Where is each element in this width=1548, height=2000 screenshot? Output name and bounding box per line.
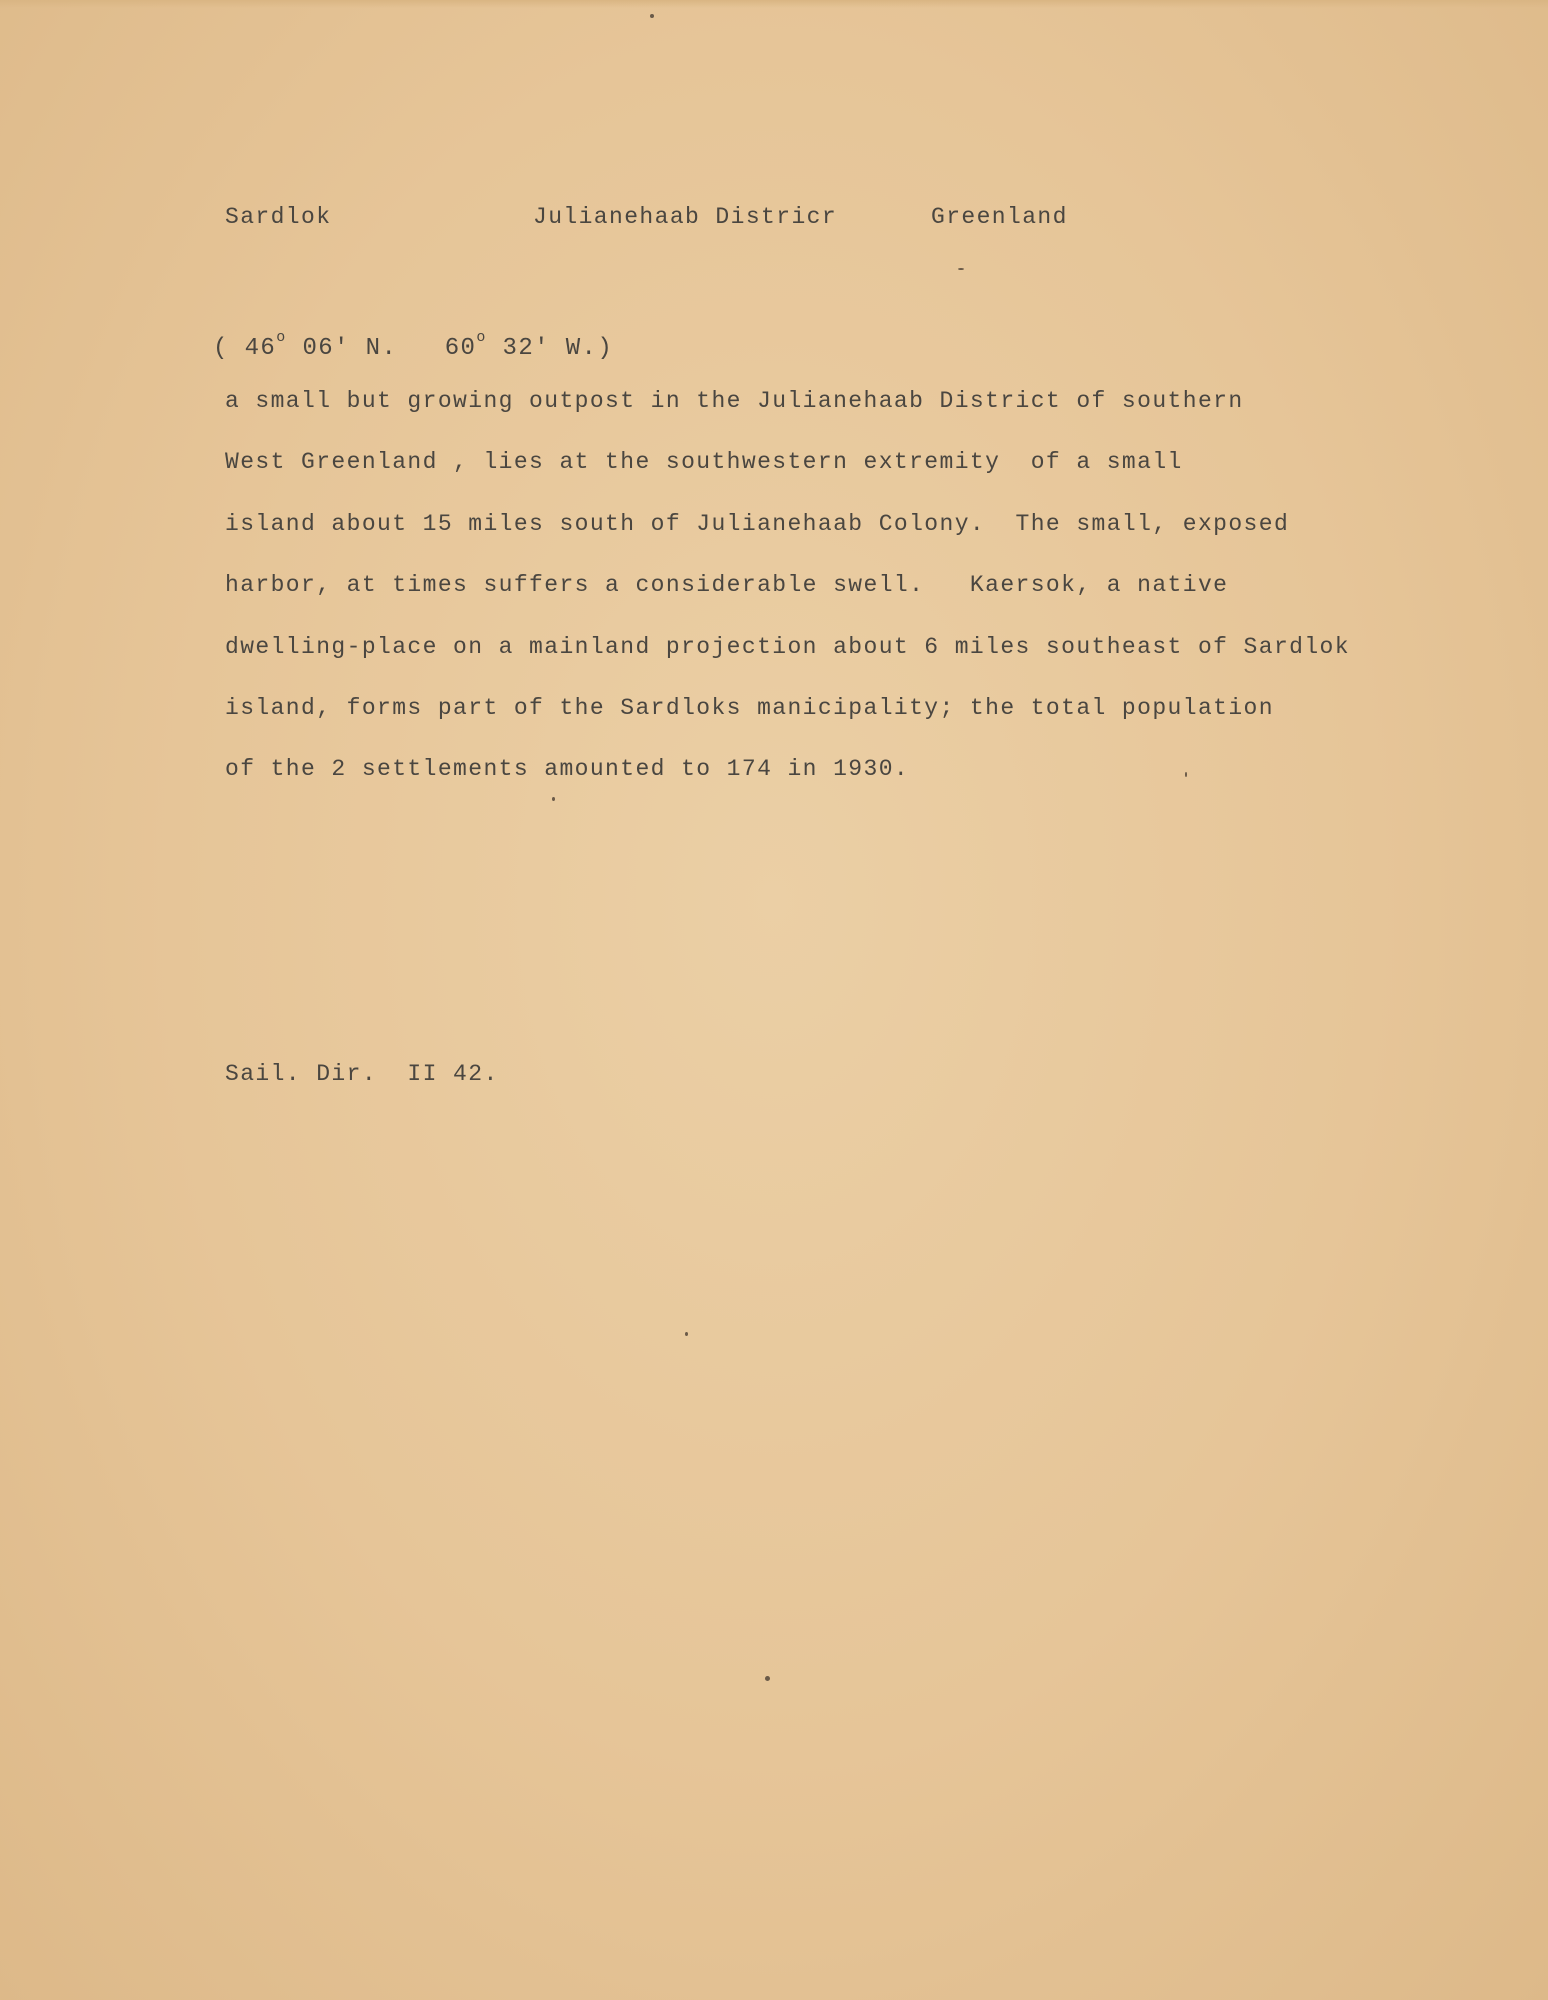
source-reference: Sail. Dir. II 42. xyxy=(225,1061,499,1087)
latitude-minutes: 06' N. xyxy=(302,335,398,362)
latitude-degrees: 46 xyxy=(244,335,277,362)
paper-fold-shadow xyxy=(0,0,1548,8)
paper-speck xyxy=(765,1676,770,1681)
body-line: harbor, at times suffers a considerable swell. Kaersok, a native xyxy=(225,572,1229,598)
paper-speck xyxy=(958,268,964,270)
paper-speck xyxy=(685,1332,688,1336)
coordinates-open-paren: ( xyxy=(213,335,229,362)
paper-speck xyxy=(552,797,555,801)
body-line: of the 2 settlements amounted to 174 in 1930. xyxy=(225,756,910,782)
paper-speck xyxy=(650,14,654,18)
coordinates-line xyxy=(213,326,613,365)
header-place: Sardlok xyxy=(225,204,332,230)
header-district: Julianehaab Districr xyxy=(533,204,838,230)
body-line: island, forms part of the Sardloks manicipality; the total population xyxy=(225,695,1274,721)
longitude-minutes: 32' W.) xyxy=(502,335,614,362)
longitude-degrees: 60 xyxy=(444,335,477,362)
body-line: island about 15 miles south of Julianehaab Colony. The small, exposed xyxy=(225,511,1290,537)
body-line: West Greenland , lies at the southwestern extremity of a small xyxy=(225,449,1183,475)
body-line: dwelling-place on a mainland projection about 6 miles southeast of Sardlok xyxy=(225,634,1350,660)
degree-symbol: o xyxy=(476,329,487,346)
header-country: Greenland xyxy=(931,204,1068,230)
paper-speck xyxy=(1185,772,1187,777)
degree-symbol: o xyxy=(276,329,287,346)
body-line: a small but growing outpost in the Julianehaab District of southern xyxy=(225,388,1244,414)
